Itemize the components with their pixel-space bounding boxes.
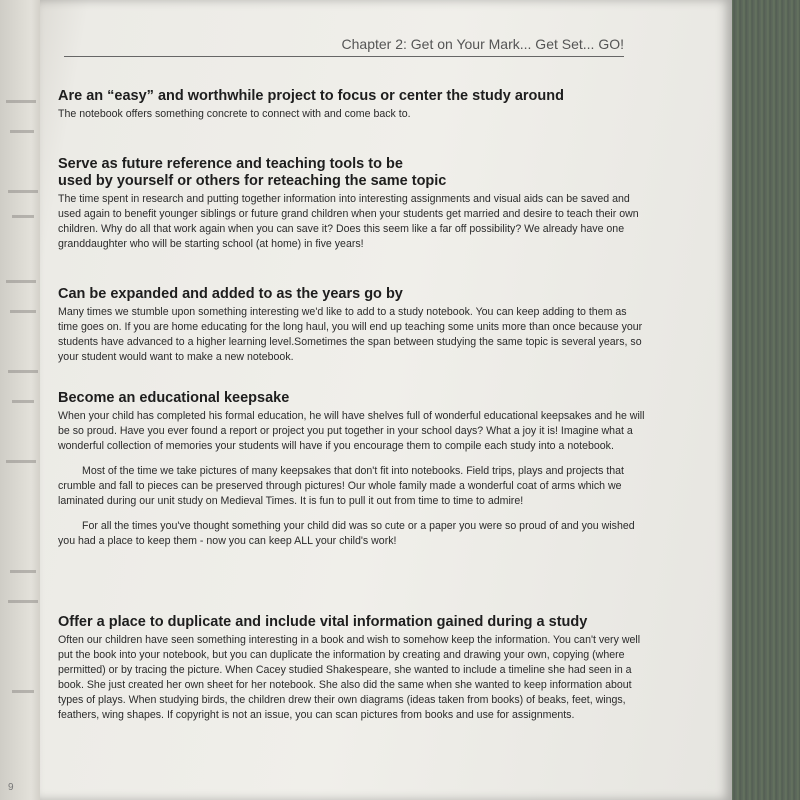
- section-heading-line: used by yourself or others for reteaching the same topic: [58, 173, 447, 189]
- section-paragraph: The notebook offers something concrete to connect with and come back to.: [58, 108, 411, 120]
- left-page-text-fragment: [12, 400, 34, 403]
- section-heading: Offer a place to duplicate and include vital information gained during a study: [58, 614, 588, 630]
- section-heading: [58, 156, 646, 190]
- section-paragraph: Most of the time we take pictures of many keepsakes that don't fit into notebooks. Field trips, plays and projects that crumble and fall to pieces can be preserved through pictures! Our whole family made a wonderful coat of arms which we laminated during our unit study on Medieval Times. It is fun to pull it out from time to time to admire!: [58, 465, 624, 507]
- section-paragraph: Often our children have seen something interesting in a book and wish to somehow keep the information. You can't very well put the book into your notebook, but you can duplicate the information by creating and drawing your own, copying (where permitted) or by tracing the picture. When Cacey studied Shakespeare, she wanted to include a timeline she had seen in a book. She just created her own sheet for her notebook. She also did the same when she wanted to keep information about types of plays. When studying birds, the children drew their own diagrams (ideas taken from books) of beaks, feet, wings, feathers, wing shapes. If copyright is not an issue, you can scan pictures from books and use for assignments.: [58, 634, 641, 721]
- section-duplicate-info: [58, 614, 646, 723]
- green-cloth-background: [730, 0, 800, 800]
- chapter-header: Chapter 2: Get on Your Mark... Get Set... GO!: [64, 36, 624, 57]
- section-heading: Become an educational keepsake: [58, 390, 290, 406]
- left-page-text-fragment: [10, 570, 36, 573]
- left-page-text-fragment: [6, 460, 36, 463]
- left-page-text-fragment: [12, 690, 34, 693]
- left-page-text-fragment: [10, 310, 36, 313]
- section-paragraph: Many times we stumble upon something interesting we'd like to add to a study notebook. You can keep adding to them as time goes on. If you are home educating for the long haul, you will end up teaching some units more than once because your students have advanced to a higher learning level.Sometimes the span between studying the same topic is several years, so your student would want to make a new notebook.: [58, 306, 643, 363]
- section-future-reference: [58, 156, 646, 252]
- left-page-text-fragment: [8, 600, 38, 603]
- section-paragraph: When your child has completed his formal education, he will have shelves full of wonderful educational keepsakes and he will be so proud. Have you ever found a report or project you put together in your school days? What a joy it is! Imagine what a wonderful collection of memories your students will have if you encourage them to compile each study into a notebook.: [58, 410, 645, 452]
- section-heading: Are an “easy” and worthwhile project to focus or center the study around: [58, 88, 564, 104]
- left-page-text-fragment: [8, 370, 38, 373]
- left-page-text-fragment: [8, 190, 38, 193]
- left-page-text-fragment: [6, 100, 36, 103]
- left-page-number: 9: [8, 782, 14, 793]
- section-heading-line: Serve as future reference and teaching tools to be: [58, 156, 403, 172]
- section-paragraph: The time spent in research and putting together information into interesting assignments and visual aids can be saved and used again to benefit younger siblings or future grand children when your students get married and desire to teach their own children. Why do all that work again when you can save it? Does this seem like a far off possibility? We already have one granddaughter who will be starting school (at home) in five years!: [58, 193, 639, 250]
- left-page-text-fragment: [12, 215, 34, 218]
- section-paragraph: For all the times you've thought something your child did was so cute or a paper you were so proud of and you wished you had a place to keep them - now you can keep ALL your child's work!: [58, 520, 635, 547]
- section-heading: Can be expanded and added to as the years go by: [58, 286, 403, 302]
- section-keepsake: [58, 390, 646, 549]
- left-page-text-fragment: [10, 130, 34, 133]
- section-expanded: [58, 286, 646, 365]
- section-easy-project: [58, 88, 646, 122]
- left-page-text-fragment: [6, 280, 36, 283]
- book-page: [40, 0, 732, 800]
